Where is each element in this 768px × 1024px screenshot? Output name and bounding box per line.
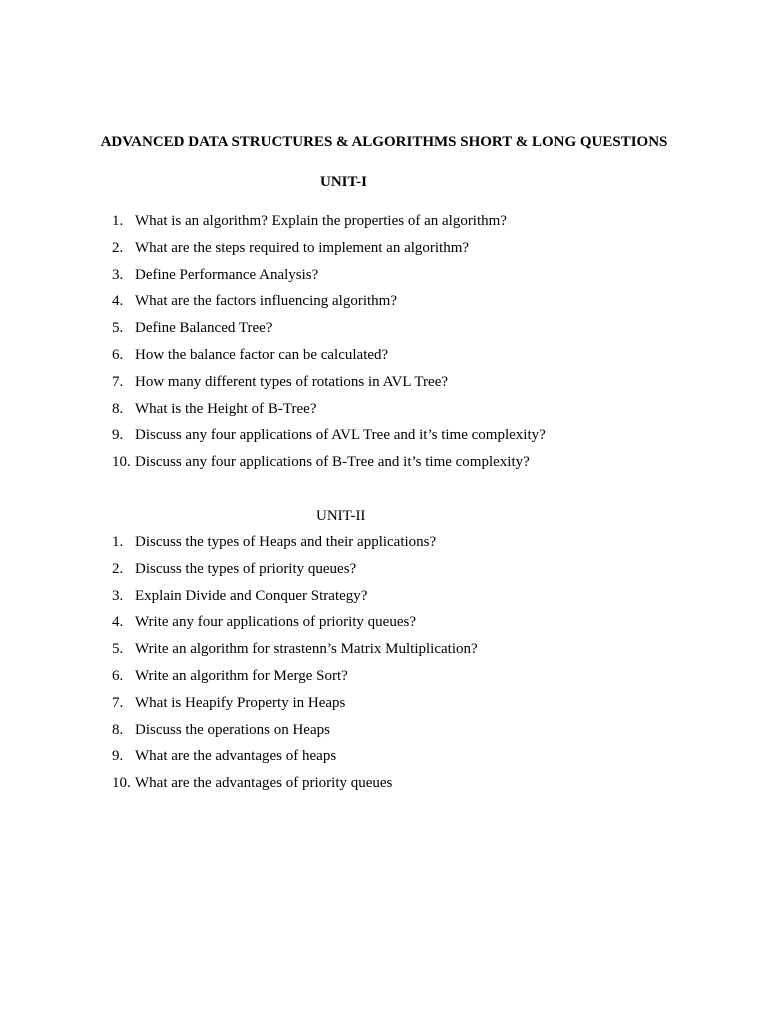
question-item (112, 666, 478, 693)
question-text: Write an algorithm for strastenn’s Matrix Multiplication? (135, 641, 478, 658)
question-item (112, 639, 478, 666)
document-title: ADVANCED DATA STRUCTURES & ALGORITHMS SHORT & LONG QUESTIONS (100, 134, 668, 150)
question-text: Discuss the types of priority queues? (135, 560, 357, 577)
question-item (112, 586, 478, 613)
question-item (112, 399, 546, 426)
question-number: 3. (112, 266, 124, 283)
question-item (112, 425, 546, 452)
question-text: What are the advantages of heaps (135, 748, 337, 765)
question-text: Discuss any four applications of B-Tree and it’s time complexity? (135, 454, 530, 471)
question-item (112, 532, 478, 559)
question-item (112, 773, 478, 800)
unit-2-question-list (112, 532, 478, 800)
question-number: 10. (112, 775, 131, 792)
question-text: Define Performance Analysis? (135, 266, 319, 283)
question-item (112, 746, 478, 773)
question-item (112, 612, 478, 639)
question-text: Explain Divide and Conquer Strategy? (135, 587, 368, 604)
question-item (112, 720, 478, 747)
question-item (112, 372, 546, 399)
unit-1-heading: UNIT-I (320, 174, 367, 190)
question-number: 9. (112, 748, 124, 765)
question-item (112, 452, 546, 479)
question-text: Define Balanced Tree? (135, 320, 273, 337)
question-number: 7. (112, 373, 124, 390)
question-text: What is the Height of B-Tree? (135, 400, 317, 417)
question-text: What is an algorithm? Explain the properties of an algorithm? (135, 213, 507, 229)
question-item (112, 211, 546, 238)
unit-2-heading: UNIT-II (316, 508, 366, 524)
question-item (112, 291, 546, 318)
question-number: 1. (112, 213, 124, 229)
unit-1-question-list (112, 211, 546, 479)
question-number: 5. (112, 320, 124, 337)
question-number: 9. (112, 427, 124, 444)
question-number: 8. (112, 721, 124, 738)
question-item (112, 318, 546, 345)
question-item (112, 345, 546, 372)
question-number: 8. (112, 400, 124, 417)
question-number: 1. (112, 534, 124, 550)
question-text: How many different types of rotations in AVL Tree? (135, 373, 449, 390)
question-text: Write an algorithm for Merge Sort? (135, 667, 348, 684)
question-text: What are the advantages of priority queues (135, 775, 393, 792)
question-number: 2. (112, 560, 124, 577)
question-number: 6. (112, 346, 124, 363)
question-text: How the balance factor can be calculated? (135, 346, 389, 363)
question-number: 5. (112, 641, 124, 658)
question-number: 4. (112, 614, 124, 631)
question-number: 6. (112, 667, 124, 684)
question-item (112, 238, 546, 265)
question-number: 3. (112, 587, 124, 604)
question-number: 10. (112, 454, 131, 471)
question-text: What are the steps required to implement an algorithm? (135, 239, 470, 256)
question-item (112, 559, 478, 586)
question-text: Discuss the types of Heaps and their applications? (135, 534, 437, 550)
question-number: 2. (112, 239, 124, 256)
question-text: Discuss any four applications of AVL Tree and it’s time complexity? (135, 427, 546, 444)
question-text: Discuss the operations on Heaps (135, 721, 330, 738)
question-item (112, 693, 478, 720)
question-number: 7. (112, 694, 124, 711)
question-item (112, 265, 546, 292)
question-number: 4. (112, 293, 124, 310)
question-text: What are the factors influencing algorithm? (135, 293, 397, 310)
question-text: Write any four applications of priority queues? (135, 614, 416, 631)
question-text: What is Heapify Property in Heaps (135, 694, 346, 711)
